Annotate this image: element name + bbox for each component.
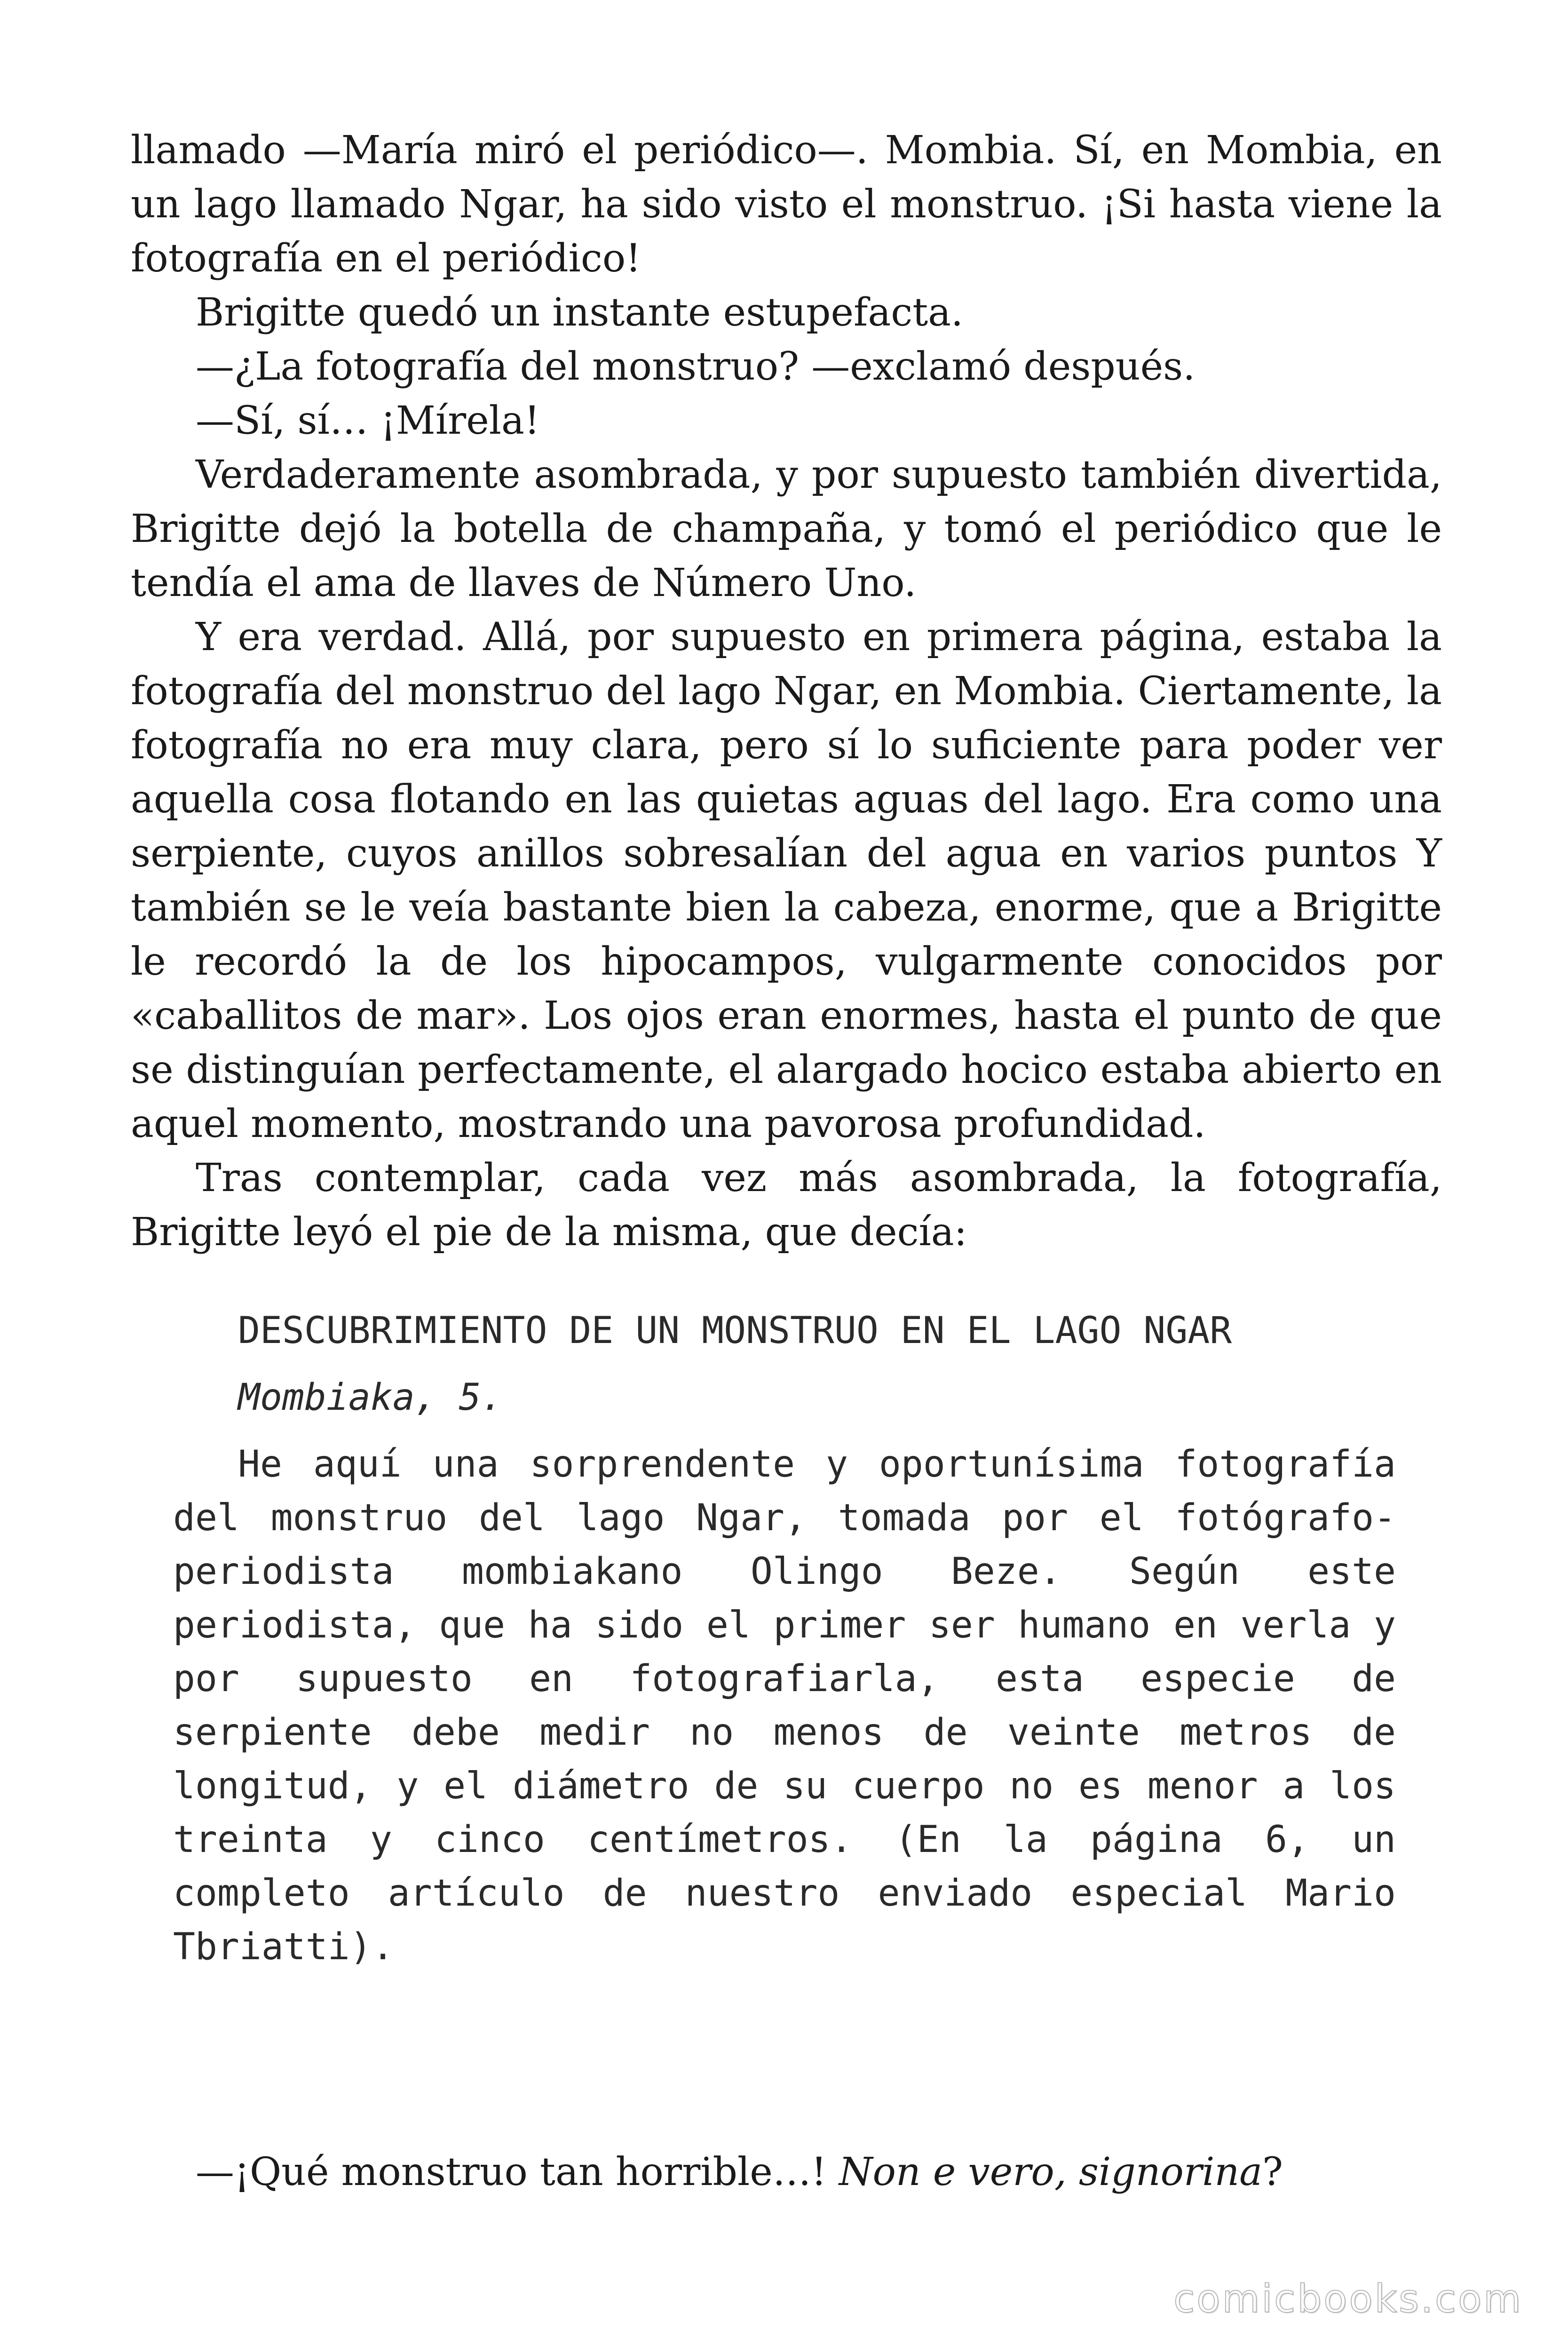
dialogue-line: —Sí, sí… ¡Mírela!	[196, 398, 540, 443]
watermark: comicbooks.com	[1173, 2277, 1523, 2321]
newspaper-dateline: Mombiaka, 5.	[238, 1376, 503, 1419]
newspaper-body: He aquí una sorprendente y oportunísima fotografía del monstruo del lago Ngar, tomada por el fotógrafo-periodista mombiakano Olingo Beze. Según este periodista, que ha sido el primer ser humano en verla y por supuesto en fotografiarla, esta especie de serpiente debe medir no menos de veinte metros de longitud, y el diámetro de su cuerpo no es menor a los treinta y cinco centímetros. (En la página 6, un completo artículo de nuestro enviado especial Mario Tbriatti).	[173, 1443, 1396, 1968]
dialogue-text: —¡Qué monstruo tan horrible…!	[196, 2150, 839, 2194]
paragraph: Brigitte quedó un instante estupefacta.	[196, 290, 964, 335]
closing-dialogue	[196, 2145, 1283, 2199]
dialogue-end: ?	[1262, 2150, 1283, 2194]
dialogue-line: —¿La fotografía del monstruo? —exclamó después.	[196, 344, 1196, 389]
paragraph: Verdaderamente asombrada, y por supuesto también divertida, Brigitte dejó la botella de champaña, y tomó el periódico que le tendía el ama de llaves de Número Uno.	[131, 453, 1442, 605]
narrative-text	[131, 123, 1442, 1259]
newspaper-headline: DESCUBRIMIENTO DE UN MONSTRUO EN EL LAGO NGAR	[238, 1310, 1232, 1352]
italic-phrase: Non e vero, signorina	[839, 2150, 1263, 2194]
paragraph: llamado —María miró el periódico—. Mombia. Sí, en Mombia, en un lago llamado Ngar, ha sido visto el monstruo. ¡Si hasta viene la fotografía en el periódico!	[131, 128, 1442, 281]
paragraph: Tras contemplar, cada vez más asombrada, la fotografía, Brigitte leyó el pie de la misma, que decía:	[131, 1156, 1442, 1255]
newspaper-caption	[173, 1304, 1396, 1987]
paragraph: Y era verdad. Allá, por supuesto en primera página, estaba la fotografía del monstruo del lago Ngar, en Mombia. Ciertamente, la fotografía no era muy clara, pero sí lo suficiente para poder ver aquella cosa flotando en las quietas aguas del lago. Era como una serpiente, cuyos anillos sobresalían del agua en varios puntos Y también se le veía bastante bien la cabeza, enorme, que a Brigitte le recordó la de los hipocampos, vulgarmente conocidos por «caballitos de mar». Los ojos eran enormes, hasta el punto de que se distinguían perfectamente, el alargado hocico estaba abierto en aquel momento, mostrando una pavorosa profundidad.	[131, 615, 1442, 1146]
